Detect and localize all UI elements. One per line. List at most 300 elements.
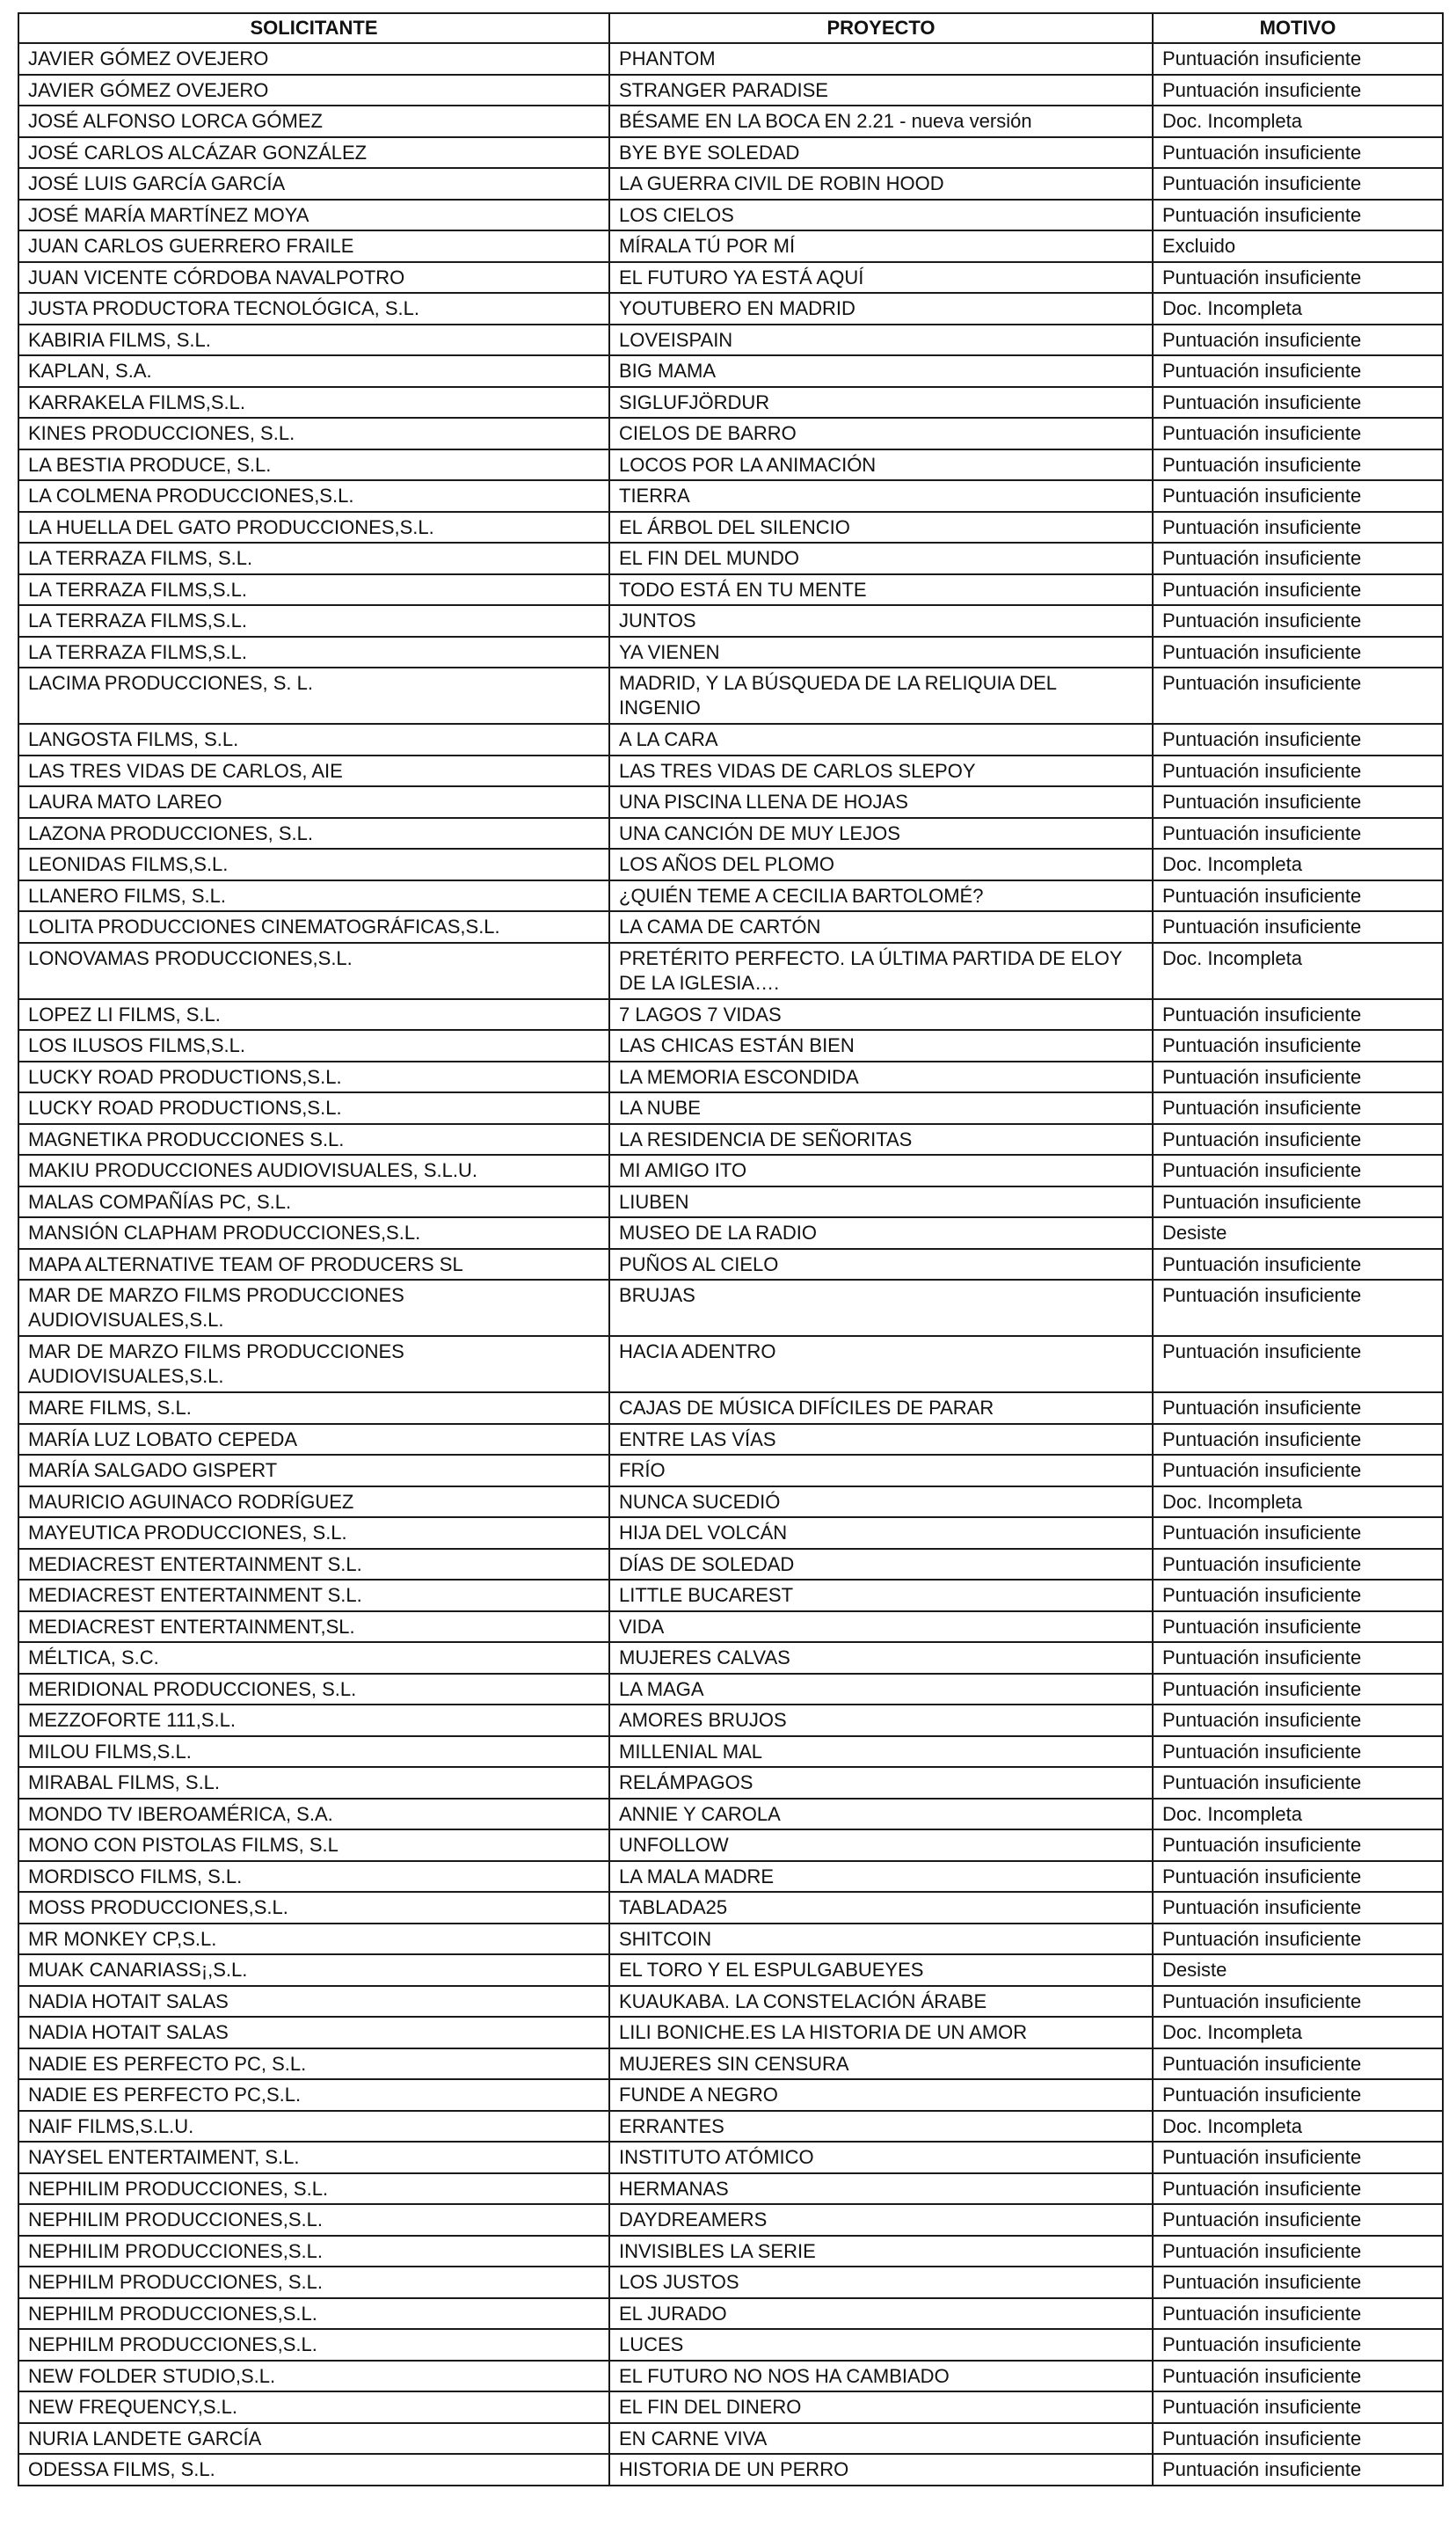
cell-motivo: Puntuación insuficiente <box>1153 449 1443 481</box>
cell-proyecto: INSTITUTO ATÓMICO <box>609 2142 1153 2173</box>
table-row <box>18 2111 1443 2143</box>
cell-solicitante: NEPHILIM PRODUCCIONES,S.L. <box>18 2204 609 2236</box>
cell-motivo: Puntuación insuficiente <box>1153 1892 1443 1924</box>
cell-solicitante: NADIA HOTAIT SALAS <box>18 2017 609 2048</box>
table-row <box>18 1186 1443 1218</box>
cell-proyecto: ENTRE LAS VÍAS <box>609 1424 1153 1456</box>
cell-proyecto: EL TORO Y EL ESPULGABUEYES <box>609 1954 1153 1986</box>
table-row <box>18 1954 1443 1986</box>
table-row <box>18 724 1443 756</box>
table-row <box>18 1861 1443 1893</box>
cell-solicitante: JUAN VICENTE CÓRDOBA NAVALPOTRO <box>18 262 609 294</box>
cell-solicitante: LUCKY ROAD PRODUCTIONS,S.L. <box>18 1092 609 1124</box>
cell-motivo: Puntuación insuficiente <box>1153 2454 1443 2486</box>
cell-proyecto: LA CAMA DE CARTÓN <box>609 911 1153 943</box>
cell-solicitante: MAURICIO AGUINACO RODRÍGUEZ <box>18 1486 609 1518</box>
cell-proyecto: MUSEO DE LA RADIO <box>609 1217 1153 1249</box>
table-row <box>18 1892 1443 1924</box>
cell-solicitante: JOSÉ ALFONSO LORCA GÓMEZ <box>18 106 609 137</box>
cell-solicitante: LAZONA PRODUCCIONES, S.L. <box>18 818 609 850</box>
cell-motivo: Puntuación insuficiente <box>1153 325 1443 356</box>
table-row <box>18 543 1443 574</box>
cell-proyecto: LOS JUSTOS <box>609 2267 1153 2298</box>
cell-motivo: Puntuación insuficiente <box>1153 786 1443 818</box>
table-row <box>18 1455 1443 1486</box>
cell-solicitante: MANSIÓN CLAPHAM PRODUCCIONES,S.L. <box>18 1217 609 1249</box>
table-row <box>18 262 1443 294</box>
cell-motivo: Puntuación insuficiente <box>1153 1829 1443 1861</box>
table-row <box>18 2017 1443 2048</box>
cell-proyecto: LA MALA MADRE <box>609 1861 1153 1893</box>
table-row <box>18 2298 1443 2330</box>
cell-solicitante: KABIRIA FILMS, S.L. <box>18 325 609 356</box>
table-row <box>18 786 1443 818</box>
cell-proyecto: MUJERES SIN CENSURA <box>609 2048 1153 2080</box>
table-row <box>18 1280 1443 1336</box>
table-body <box>18 43 1443 2486</box>
table-row <box>18 999 1443 1031</box>
cell-solicitante: NEPHILM PRODUCCIONES, S.L. <box>18 2267 609 2298</box>
table-row <box>18 1674 1443 1705</box>
table-row <box>18 1249 1443 1281</box>
cell-proyecto: LA RESIDENCIA DE SEÑORITAS <box>609 1124 1153 1156</box>
table-row <box>18 43 1443 75</box>
cell-solicitante: LONOVAMAS PRODUCCIONES,S.L. <box>18 943 609 999</box>
cell-solicitante: MEDIACREST ENTERTAINMENT S.L. <box>18 1580 609 1611</box>
cell-solicitante: NAYSEL ENTERTAIMENT, S.L. <box>18 2142 609 2173</box>
cell-solicitante: LLANERO FILMS, S.L. <box>18 880 609 912</box>
cell-proyecto: MÍRALA TÚ POR MÍ <box>609 230 1153 262</box>
cell-solicitante: LA TERRAZA FILMS,S.L. <box>18 605 609 637</box>
cell-proyecto: KUAUKABA. LA CONSTELACIÓN ÁRABE <box>609 1986 1153 2018</box>
cell-solicitante: MARÍA LUZ LOBATO CEPEDA <box>18 1424 609 1456</box>
table-row <box>18 293 1443 325</box>
cell-motivo: Puntuación insuficiente <box>1153 1986 1443 2018</box>
cell-motivo: Puntuación insuficiente <box>1153 200 1443 231</box>
table-row <box>18 1642 1443 1674</box>
cell-proyecto: LA NUBE <box>609 1092 1153 1124</box>
cell-solicitante: LUCKY ROAD PRODUCTIONS,S.L. <box>18 1062 609 1093</box>
cell-solicitante: LA TERRAZA FILMS, S.L. <box>18 543 609 574</box>
table-row <box>18 106 1443 137</box>
cell-motivo: Puntuación insuficiente <box>1153 756 1443 787</box>
cell-proyecto: LAS TRES VIDAS DE CARLOS SLEPOY <box>609 756 1153 787</box>
cell-proyecto: PHANTOM <box>609 43 1153 75</box>
table-row <box>18 637 1443 668</box>
cell-motivo: Puntuación insuficiente <box>1153 2298 1443 2330</box>
cell-solicitante: LOS ILUSOS FILMS,S.L. <box>18 1030 609 1062</box>
cell-proyecto: YA VIENEN <box>609 637 1153 668</box>
cell-proyecto: BÉSAME EN LA BOCA EN 2.21 - nueva versión <box>609 106 1153 137</box>
cell-proyecto: LA MEMORIA ESCONDIDA <box>609 1062 1153 1093</box>
cell-solicitante: LACIMA PRODUCCIONES, S. L. <box>18 668 609 724</box>
cell-motivo: Doc. Incompleta <box>1153 849 1443 880</box>
cell-motivo: Puntuación insuficiente <box>1153 637 1443 668</box>
cell-proyecto: ANNIE Y CAROLA <box>609 1799 1153 1830</box>
cell-proyecto: BYE BYE SOLEDAD <box>609 137 1153 169</box>
cell-solicitante: MORDISCO FILMS, S.L. <box>18 1861 609 1893</box>
cell-solicitante: LA COLMENA PRODUCCIONES,S.L. <box>18 480 609 512</box>
cell-motivo: Puntuación insuficiente <box>1153 605 1443 637</box>
cell-solicitante: ODESSA FILMS, S.L. <box>18 2454 609 2486</box>
cell-solicitante: MEDIACREST ENTERTAINMENT,SL. <box>18 1611 609 1643</box>
cell-motivo: Puntuación insuficiente <box>1153 1705 1443 1736</box>
cell-motivo: Puntuación insuficiente <box>1153 1392 1443 1424</box>
cell-proyecto: HIJA DEL VOLCÁN <box>609 1517 1153 1549</box>
cell-motivo: Puntuación insuficiente <box>1153 1455 1443 1486</box>
cell-motivo: Puntuación insuficiente <box>1153 1030 1443 1062</box>
cell-proyecto: CAJAS DE MÚSICA DIFÍCILES DE PARAR <box>609 1392 1153 1424</box>
cell-proyecto: BIG MAMA <box>609 355 1153 387</box>
cell-solicitante: MUAK CANARIASS¡,S.L. <box>18 1954 609 1986</box>
cell-solicitante: LA BESTIA PRODUCE, S.L. <box>18 449 609 481</box>
cell-solicitante: LANGOSTA FILMS, S.L. <box>18 724 609 756</box>
cell-proyecto: DÍAS DE SOLEDAD <box>609 1549 1153 1581</box>
cell-motivo: Puntuación insuficiente <box>1153 2142 1443 2173</box>
cell-proyecto: LA GUERRA CIVIL DE ROBIN HOOD <box>609 168 1153 200</box>
cell-solicitante: NEPHILM PRODUCCIONES,S.L. <box>18 2298 609 2330</box>
cell-solicitante: MIRABAL FILMS, S.L. <box>18 1767 609 1799</box>
cell-solicitante: LAS TRES VIDAS DE CARLOS, AIE <box>18 756 609 787</box>
table-row <box>18 2236 1443 2267</box>
cell-solicitante: NEW FOLDER STUDIO,S.L. <box>18 2361 609 2392</box>
cell-proyecto: LUCES <box>609 2329 1153 2361</box>
cell-solicitante: NEPHILM PRODUCCIONES,S.L. <box>18 2329 609 2361</box>
table-row <box>18 1705 1443 1736</box>
cell-proyecto: EL FUTURO YA ESTÁ AQUÍ <box>609 262 1153 294</box>
cell-motivo: Puntuación insuficiente <box>1153 574 1443 606</box>
table-row <box>18 1986 1443 2018</box>
cell-motivo: Puntuación insuficiente <box>1153 1249 1443 1281</box>
cell-motivo: Puntuación insuficiente <box>1153 1861 1443 1893</box>
table-row <box>18 943 1443 999</box>
cell-solicitante: MR MONKEY CP,S.L. <box>18 1924 609 1955</box>
cell-motivo: Puntuación insuficiente <box>1153 880 1443 912</box>
cell-motivo: Doc. Incompleta <box>1153 106 1443 137</box>
cell-motivo: Puntuación insuficiente <box>1153 168 1443 200</box>
cell-proyecto: YOUTUBERO EN MADRID <box>609 293 1153 325</box>
table-row <box>18 2454 1443 2486</box>
cell-motivo: Puntuación insuficiente <box>1153 1611 1443 1643</box>
cell-motivo: Puntuación insuficiente <box>1153 2361 1443 2392</box>
table-row <box>18 2267 1443 2298</box>
table-row <box>18 1829 1443 1861</box>
table-row <box>18 1217 1443 1249</box>
cell-solicitante: MAPA ALTERNATIVE TEAM OF PRODUCERS SL <box>18 1249 609 1281</box>
cell-proyecto: STRANGER PARADISE <box>609 75 1153 106</box>
cell-proyecto: SHITCOIN <box>609 1924 1153 1955</box>
cell-motivo: Puntuación insuficiente <box>1153 2236 1443 2267</box>
cell-motivo: Puntuación insuficiente <box>1153 1336 1443 1392</box>
cell-solicitante: NADIE ES PERFECTO PC,S.L. <box>18 2079 609 2111</box>
cell-proyecto: BRUJAS <box>609 1280 1153 1336</box>
column-header-solicitante: SOLICITANTE <box>18 13 609 43</box>
cell-proyecto: EL JURADO <box>609 2298 1153 2330</box>
cell-solicitante: MAGNETIKA PRODUCCIONES S.L. <box>18 1124 609 1156</box>
table-row <box>18 2391 1443 2423</box>
cell-proyecto: A LA CARA <box>609 724 1153 756</box>
cell-motivo: Puntuación insuficiente <box>1153 1736 1443 1768</box>
table-row <box>18 1799 1443 1830</box>
cell-proyecto: LOVEISPAIN <box>609 325 1153 356</box>
cell-proyecto: VIDA <box>609 1611 1153 1643</box>
cell-solicitante: MARÍA SALGADO GISPERT <box>18 1455 609 1486</box>
table-row <box>18 574 1443 606</box>
table-row <box>18 1736 1443 1768</box>
cell-solicitante: MERIDIONAL PRODUCCIONES, S.L. <box>18 1674 609 1705</box>
cell-proyecto: EL FUTURO NO NOS HA CAMBIADO <box>609 2361 1153 2392</box>
cell-motivo: Puntuación insuficiente <box>1153 2423 1443 2455</box>
table-row <box>18 1517 1443 1549</box>
table-row <box>18 512 1443 544</box>
cell-motivo: Doc. Incompleta <box>1153 1486 1443 1518</box>
cell-solicitante: LEONIDAS FILMS,S.L. <box>18 849 609 880</box>
cell-proyecto: UNA CANCIÓN DE MUY LEJOS <box>609 818 1153 850</box>
cell-motivo: Puntuación insuficiente <box>1153 1517 1443 1549</box>
cell-proyecto: NUNCA SUCEDIÓ <box>609 1486 1153 1518</box>
table-row <box>18 1155 1443 1186</box>
table-row <box>18 168 1443 200</box>
cell-solicitante: KINES PRODUCCIONES, S.L. <box>18 418 609 449</box>
cell-motivo: Desiste <box>1153 1954 1443 1986</box>
cell-solicitante: KAPLAN, S.A. <box>18 355 609 387</box>
table-row <box>18 480 1443 512</box>
cell-proyecto: LOCOS POR LA ANIMACIÓN <box>609 449 1153 481</box>
cell-proyecto: PRETÉRITO PERFECTO. LA ÚLTIMA PARTIDA DE ELOY DE LA IGLESIA…. <box>609 943 1153 999</box>
cell-proyecto: MADRID, Y LA BÚSQUEDA DE LA RELIQUIA DEL INGENIO <box>609 668 1153 724</box>
cell-proyecto: AMORES BRUJOS <box>609 1705 1153 1736</box>
cell-solicitante: NAIF FILMS,S.L.U. <box>18 2111 609 2143</box>
cell-motivo: Doc. Incompleta <box>1153 2111 1443 2143</box>
cell-motivo: Puntuación insuficiente <box>1153 2173 1443 2205</box>
cell-motivo: Puntuación insuficiente <box>1153 1155 1443 1186</box>
cell-motivo: Puntuación insuficiente <box>1153 262 1443 294</box>
cell-solicitante: MAKIU PRODUCCIONES AUDIOVISUALES, S.L.U. <box>18 1155 609 1186</box>
cell-proyecto: TODO ESTÁ EN TU MENTE <box>609 574 1153 606</box>
cell-motivo: Puntuación insuficiente <box>1153 2204 1443 2236</box>
cell-motivo: Puntuación insuficiente <box>1153 1280 1443 1336</box>
cell-motivo: Puntuación insuficiente <box>1153 668 1443 724</box>
cell-proyecto: SIGLUFJÖRDUR <box>609 387 1153 419</box>
cell-proyecto: LIUBEN <box>609 1186 1153 1218</box>
cell-motivo: Desiste <box>1153 1217 1443 1249</box>
cell-motivo: Puntuación insuficiente <box>1153 2048 1443 2080</box>
cell-proyecto: LOS CIELOS <box>609 200 1153 231</box>
table-row <box>18 818 1443 850</box>
cell-motivo: Puntuación insuficiente <box>1153 1580 1443 1611</box>
column-header-proyecto: PROYECTO <box>609 13 1153 43</box>
cell-solicitante: JUAN CARLOS GUERRERO FRAILE <box>18 230 609 262</box>
cell-motivo: Puntuación insuficiente <box>1153 724 1443 756</box>
cell-solicitante: NEPHILIM PRODUCCIONES, S.L. <box>18 2173 609 2205</box>
table-row <box>18 2329 1443 2361</box>
cell-proyecto: RELÁMPAGOS <box>609 1767 1153 1799</box>
cell-proyecto: FUNDE A NEGRO <box>609 2079 1153 2111</box>
cell-motivo: Puntuación insuficiente <box>1153 2391 1443 2423</box>
cell-motivo: Puntuación insuficiente <box>1153 818 1443 850</box>
cell-proyecto: TABLADA25 <box>609 1892 1153 1924</box>
cell-solicitante: MAR DE MARZO FILMS PRODUCCIONES AUDIOVISUALES,S.L. <box>18 1280 609 1336</box>
cell-solicitante: LA TERRAZA FILMS,S.L. <box>18 637 609 668</box>
cell-solicitante: JOSÉ CARLOS ALCÁZAR GONZÁLEZ <box>18 137 609 169</box>
cell-motivo: Puntuación insuficiente <box>1153 1674 1443 1705</box>
cell-motivo: Puntuación insuficiente <box>1153 1642 1443 1674</box>
table-row <box>18 849 1443 880</box>
cell-motivo: Puntuación insuficiente <box>1153 43 1443 75</box>
cell-proyecto: ¿QUIÉN TEME A CECILIA BARTOLOMÉ? <box>609 880 1153 912</box>
table-row <box>18 230 1443 262</box>
cell-solicitante: LOPEZ LI FILMS, S.L. <box>18 999 609 1031</box>
table-row <box>18 911 1443 943</box>
table-row <box>18 1336 1443 1392</box>
cell-proyecto: LA MAGA <box>609 1674 1153 1705</box>
cell-solicitante: MONDO TV IBEROAMÉRICA, S.A. <box>18 1799 609 1830</box>
cell-solicitante: MILOU FILMS,S.L. <box>18 1736 609 1768</box>
cell-motivo: Doc. Incompleta <box>1153 1799 1443 1830</box>
cell-solicitante: MAYEUTICA PRODUCCIONES, S.L. <box>18 1517 609 1549</box>
cell-motivo: Puntuación insuficiente <box>1153 75 1443 106</box>
cell-proyecto: LAS CHICAS ESTÁN BIEN <box>609 1030 1153 1062</box>
table-row <box>18 1549 1443 1581</box>
table-row <box>18 605 1443 637</box>
column-header-motivo: MOTIVO <box>1153 13 1443 43</box>
table-row <box>18 2423 1443 2455</box>
cell-proyecto: INVISIBLES LA SERIE <box>609 2236 1153 2267</box>
table-row <box>18 449 1443 481</box>
cell-proyecto: CIELOS DE BARRO <box>609 418 1153 449</box>
cell-motivo: Puntuación insuficiente <box>1153 1186 1443 1218</box>
cell-proyecto: EL FIN DEL DINERO <box>609 2391 1153 2423</box>
cell-proyecto: 7 LAGOS 7 VIDAS <box>609 999 1153 1031</box>
cell-solicitante: MOSS PRODUCCIONES,S.L. <box>18 1892 609 1924</box>
cell-motivo: Puntuación insuficiente <box>1153 387 1443 419</box>
document-page <box>18 12 1442 2486</box>
cell-proyecto: EL ÁRBOL DEL SILENCIO <box>609 512 1153 544</box>
cell-proyecto: PUÑOS AL CIELO <box>609 1249 1153 1281</box>
table-row <box>18 418 1443 449</box>
table-row <box>18 880 1443 912</box>
table-row <box>18 1062 1443 1093</box>
table-row <box>18 387 1443 419</box>
cell-solicitante: NADIA HOTAIT SALAS <box>18 1986 609 2018</box>
cell-motivo: Puntuación insuficiente <box>1153 999 1443 1031</box>
cell-solicitante: NADIE ES PERFECTO PC, S.L. <box>18 2048 609 2080</box>
cell-solicitante: MEZZOFORTE 111,S.L. <box>18 1705 609 1736</box>
cell-motivo: Puntuación insuficiente <box>1153 418 1443 449</box>
cell-solicitante: JAVIER GÓMEZ OVEJERO <box>18 43 609 75</box>
cell-proyecto: MI AMIGO ITO <box>609 1155 1153 1186</box>
cell-solicitante: MONO CON PISTOLAS FILMS, S.L <box>18 1829 609 1861</box>
table-row <box>18 1924 1443 1955</box>
cell-proyecto: EN CARNE VIVA <box>609 2423 1153 2455</box>
cell-solicitante: MARE FILMS, S.L. <box>18 1392 609 1424</box>
cell-motivo: Doc. Incompleta <box>1153 2017 1443 2048</box>
table-row <box>18 2361 1443 2392</box>
table-row <box>18 756 1443 787</box>
results-table <box>18 12 1444 2486</box>
cell-proyecto: UNA PISCINA LLENA DE HOJAS <box>609 786 1153 818</box>
table-row <box>18 668 1443 724</box>
cell-solicitante: JAVIER GÓMEZ OVEJERO <box>18 75 609 106</box>
cell-solicitante: MÉLTICA, S.C. <box>18 1642 609 1674</box>
cell-motivo: Puntuación insuficiente <box>1153 137 1443 169</box>
cell-motivo: Doc. Incompleta <box>1153 293 1443 325</box>
table-row <box>18 325 1443 356</box>
table-row <box>18 75 1443 106</box>
cell-proyecto: TIERRA <box>609 480 1153 512</box>
cell-proyecto: UNFOLLOW <box>609 1829 1153 1861</box>
cell-motivo: Puntuación insuficiente <box>1153 2079 1443 2111</box>
table-row <box>18 1486 1443 1518</box>
cell-motivo: Puntuación insuficiente <box>1153 2267 1443 2298</box>
table-row <box>18 2048 1443 2080</box>
cell-proyecto: LILI BONICHE.ES LA HISTORIA DE UN AMOR <box>609 2017 1153 2048</box>
cell-solicitante: NEW FREQUENCY,S.L. <box>18 2391 609 2423</box>
cell-solicitante: LA HUELLA DEL GATO PRODUCCIONES,S.L. <box>18 512 609 544</box>
cell-motivo: Puntuación insuficiente <box>1153 512 1443 544</box>
cell-solicitante: MEDIACREST ENTERTAINMENT S.L. <box>18 1549 609 1581</box>
table-row <box>18 1092 1443 1124</box>
table-row <box>18 1767 1443 1799</box>
cell-motivo: Doc. Incompleta <box>1153 943 1443 999</box>
table-row <box>18 355 1443 387</box>
table-row <box>18 2204 1443 2236</box>
table-row <box>18 1424 1443 1456</box>
cell-proyecto: DAYDREAMERS <box>609 2204 1153 2236</box>
table-row <box>18 200 1443 231</box>
table-header-row <box>18 13 1443 43</box>
cell-solicitante: MAR DE MARZO FILMS PRODUCCIONES AUDIOVISUALES,S.L. <box>18 1336 609 1392</box>
table-row <box>18 1124 1443 1156</box>
cell-solicitante: LA TERRAZA FILMS,S.L. <box>18 574 609 606</box>
table-row <box>18 1611 1443 1643</box>
cell-motivo: Puntuación insuficiente <box>1153 1062 1443 1093</box>
cell-motivo: Puntuación insuficiente <box>1153 543 1443 574</box>
cell-solicitante: LAURA MATO LAREO <box>18 786 609 818</box>
cell-proyecto: MILLENIAL MAL <box>609 1736 1153 1768</box>
table-row <box>18 2079 1443 2111</box>
cell-motivo: Puntuación insuficiente <box>1153 1124 1443 1156</box>
cell-solicitante: MALAS COMPAÑÍAS PC, S.L. <box>18 1186 609 1218</box>
cell-proyecto: FRÍO <box>609 1455 1153 1486</box>
cell-proyecto: HERMANAS <box>609 2173 1153 2205</box>
cell-proyecto: LITTLE BUCAREST <box>609 1580 1153 1611</box>
cell-solicitante: JOSÉ MARÍA MARTÍNEZ MOYA <box>18 200 609 231</box>
table-row <box>18 1030 1443 1062</box>
cell-motivo: Puntuación insuficiente <box>1153 1549 1443 1581</box>
cell-motivo: Puntuación insuficiente <box>1153 1924 1443 1955</box>
cell-motivo: Puntuación insuficiente <box>1153 911 1443 943</box>
cell-motivo: Puntuación insuficiente <box>1153 1424 1443 1456</box>
cell-proyecto: MUJERES CALVAS <box>609 1642 1153 1674</box>
table-row <box>18 137 1443 169</box>
cell-solicitante: JOSÉ LUIS GARCÍA GARCÍA <box>18 168 609 200</box>
cell-solicitante: LOLITA PRODUCCIONES CINEMATOGRÁFICAS,S.L. <box>18 911 609 943</box>
cell-motivo: Puntuación insuficiente <box>1153 480 1443 512</box>
cell-solicitante: KARRAKELA FILMS,S.L. <box>18 387 609 419</box>
cell-solicitante: JUSTA PRODUCTORA TECNOLÓGICA, S.L. <box>18 293 609 325</box>
cell-motivo: Puntuación insuficiente <box>1153 2329 1443 2361</box>
table-row <box>18 2142 1443 2173</box>
cell-proyecto: JUNTOS <box>609 605 1153 637</box>
cell-proyecto: HISTORIA DE UN PERRO <box>609 2454 1153 2486</box>
cell-motivo: Excluido <box>1153 230 1443 262</box>
cell-proyecto: ERRANTES <box>609 2111 1153 2143</box>
cell-motivo: Puntuación insuficiente <box>1153 1092 1443 1124</box>
cell-solicitante: NEPHILIM PRODUCCIONES,S.L. <box>18 2236 609 2267</box>
cell-solicitante: NURIA LANDETE GARCÍA <box>18 2423 609 2455</box>
table-row <box>18 1580 1443 1611</box>
